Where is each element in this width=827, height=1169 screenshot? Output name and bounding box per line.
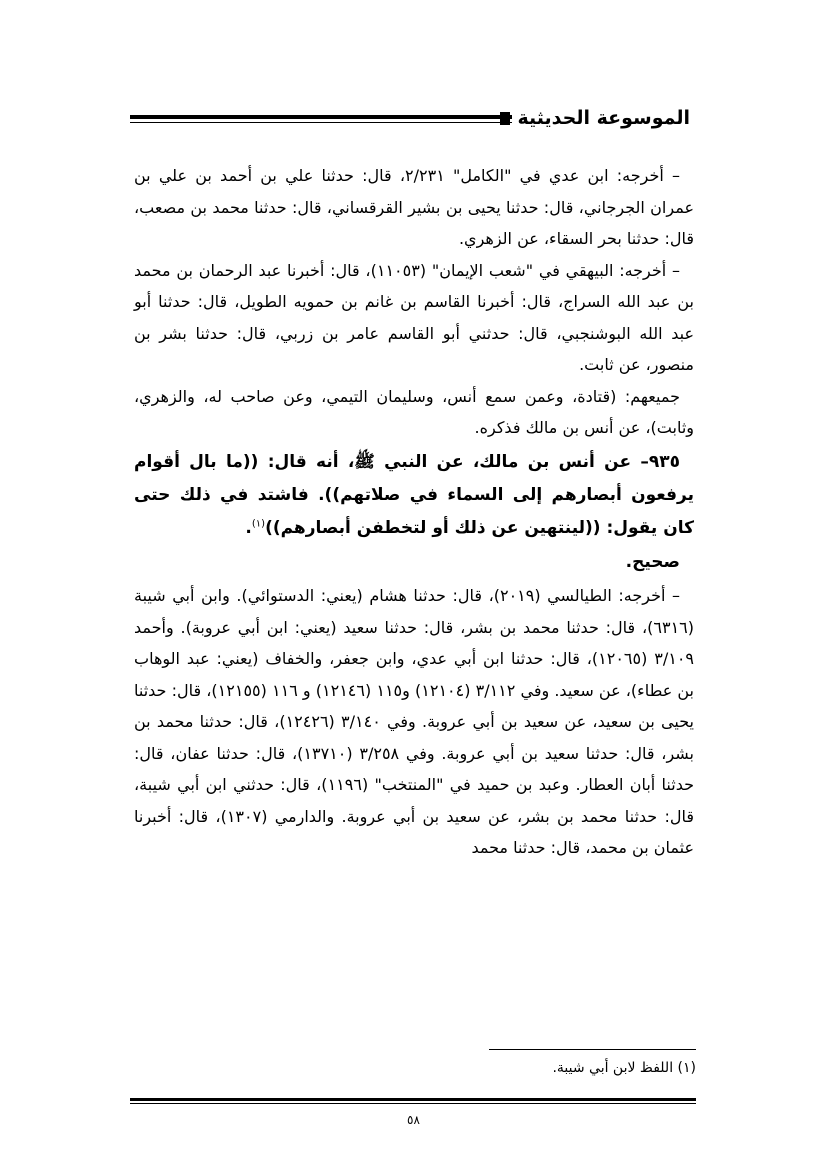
paragraph-summary: جميعهم: (قتادة، وعمن سمع أنس، وسليمان التيمي، وعن صاحب له، والزهري، وثابت)، عن أنس بن مالك فذكره. (134, 386, 694, 437)
paragraph-bayhaqi: – أخرجه: البيهقي في "شعب الإيمان" (١١٠٥٣)، قال: أخبرنا عبد الرحمان بن محمد بن عبد الله السراج، قال: أخبرنا القاسم بن غانم بن حمويه الطويل، قال: حدثنا أبو عبد الله البوشنجبي، قال: حدثني أبو القاسم عامر بن زربي، قال: حدثنا بشر بن منصور، عن ثابت. (134, 260, 694, 374)
page-number: ٥٨ (407, 1113, 420, 1127)
footer-rule-thin (130, 1103, 696, 1104)
footnote-reference[interactable]: (١) (251, 517, 266, 529)
paragraph-ibn-adi: – أخرجه: ابن عدي في "الكامل" ٢/٢٣١، قال: حدثنا علي بن أحمد بن علي بن عمران الجرجاني، قال: حدثنا يحيى بن بشير القرقساني، قال: حدثنا محمد بن مصعب، قال: حدثنا بحر السقاء، عن الزهري. (134, 166, 694, 248)
hadith-grade: صحيح. (625, 551, 680, 572)
footer-rule-thick (130, 1098, 696, 1101)
page-body (134, 160, 694, 864)
running-header (130, 106, 696, 132)
header-title: الموسوعة الحديثية (512, 106, 697, 130)
hadith-body: ٩٣٥– عن أنس بن مالك، عن النبي ﷺ، أنه قال: ((ما بال أقوام يرفعون أبصارهم إلى السماء في صلاتهم)). فاشتد في ذلك حتى كان يقول: ((لينتهين عن ذلك أو لتخطفن أبصارهم)) (134, 451, 694, 538)
hadith-end: . (245, 517, 252, 538)
paragraph-takhrij: – أخرجه: الطيالسي (٢٠١٩)، قال: حدثنا هشام (يعني: الدستوائي). وابن أبي شيبة (٦٣١٦)، قال: حدثنا محمد بن بشر، قال: حدثنا سعيد (يعني: ابن أبي عروبة). وأحمد ٣/١٠٩ (١٢٠٦٥)، قال: حدثنا ابن أبي عدي، وابن جعفر، والخفاف (يعني: عبد الوهاب بن عطاء)، عن سعيد. وفي ٣/١١٢ (١٢١٠٤) و١١٥ (١٢١٤٦) و ١١٦ (١٢١٥٥)، قال: حدثنا يحيى بن سعيد، عن سعيد بن أبي عروبة. وفي ٣/١٤٠ (١٢٤٢٦)، قال: حدثنا محمد بن بشر، قال: حدثنا سعيد بن أبي عروبة. وفي ٣/٢٥٨ (١٣٧١٠)، قال: حدثنا عفان، قال: حدثنا أبان العطار. وعبد بن حميد في "المنتخب" (١١٩٦)، قال: حدثني ابن أبي شيبة، قال: حدثنا محمد بن بشر، عن سعيد بن أبي عروبة. والدارمي (١٣٠٧)، قال: أخبرنا عثمان بن محمد، قال: حدثنا محمد (134, 586, 695, 857)
footnote: (١) اللفظ لابن أبي شيبة. (552, 1060, 696, 1076)
footnote-separator (489, 1049, 696, 1050)
header-rule-end-cap (500, 112, 510, 125)
hadith-text (134, 446, 694, 545)
